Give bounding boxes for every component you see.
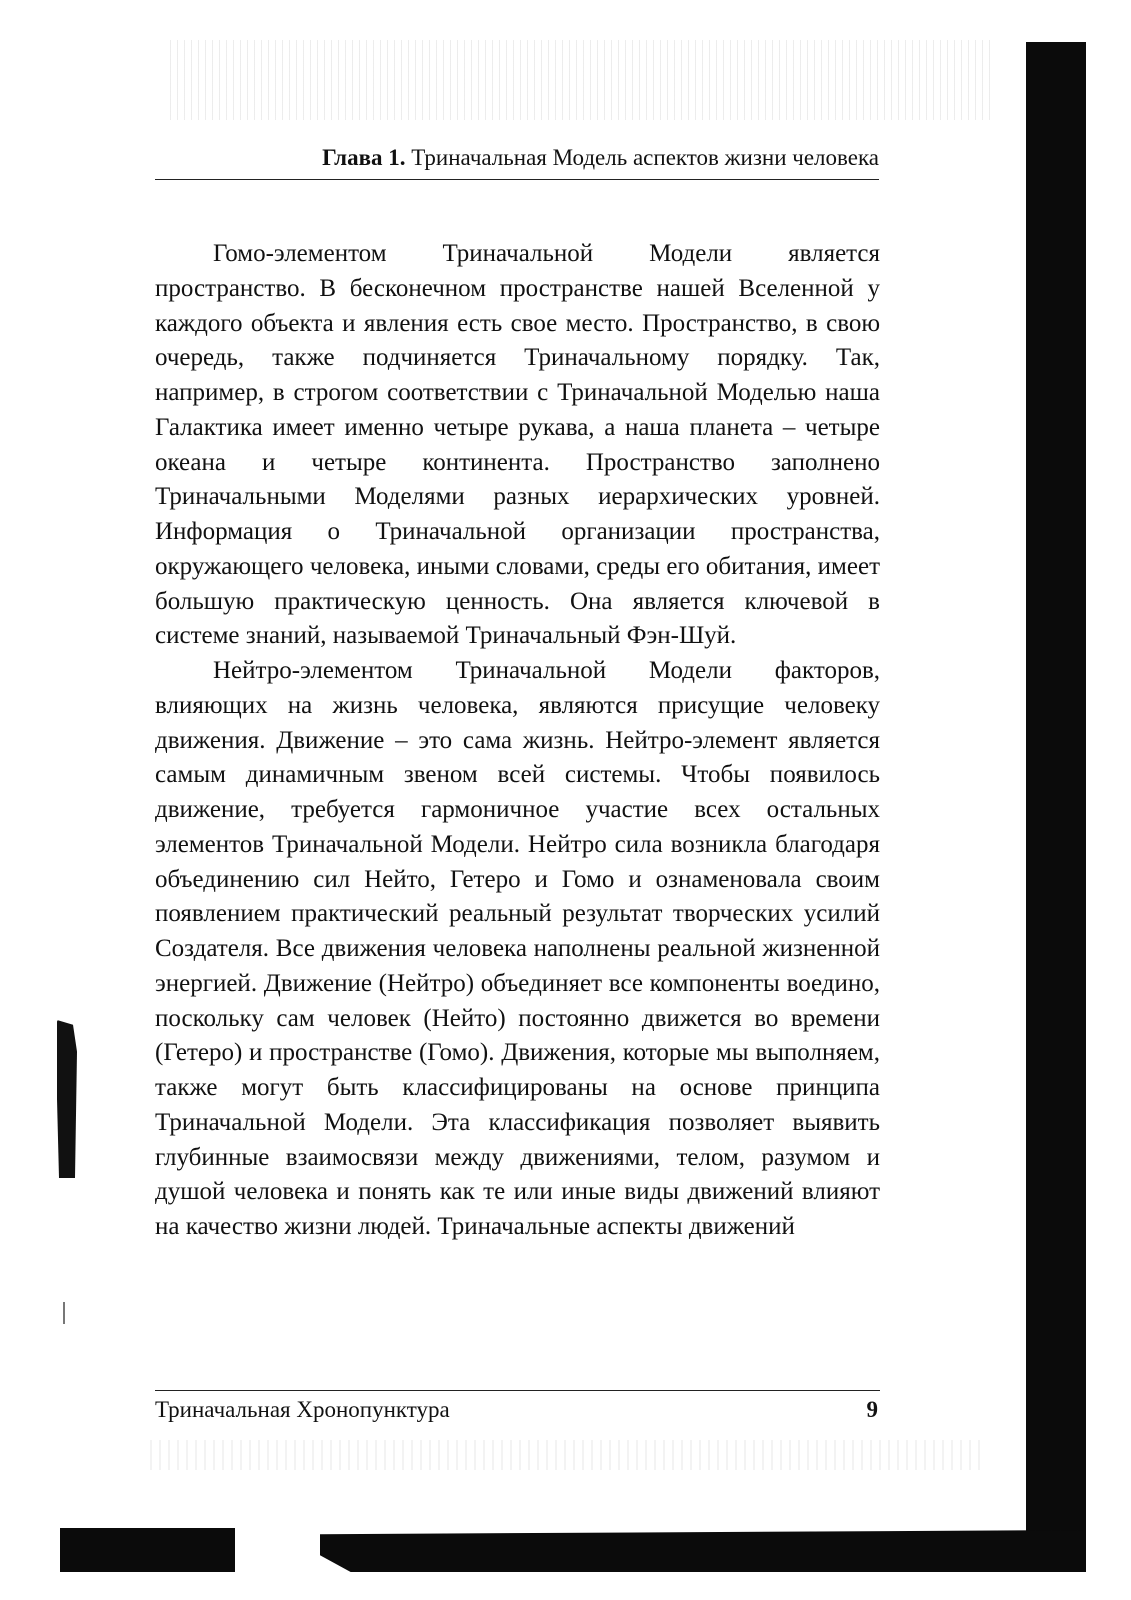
running-header bbox=[155, 143, 879, 180]
scan-noise-bottom bbox=[150, 1440, 980, 1470]
scan-noise-top bbox=[170, 40, 990, 120]
book-title: Триначальная Хронопунктура bbox=[155, 1397, 450, 1422]
paragraph: Нейтро-элементом Триначальной Модели факторов, влияющих на жизнь человека, являются присущие человеку движения. Движение – это сама жизнь. Нейтро-элемент является самым динамичным звеном всей системы. Чтобы появилось движение, требуется гармоничное участие всех остальных элементов Триначальной Модели. Нейтро сила возникла благодаря объединению сил Нейто, Гетеро и Гомо и ознаменовала своим появлением практический реальный результат творческих усилий Создателя. Все движения человека наполнены реальной жизненной энергией. Движение (Нейтро) объединяет все компоненты воедино, поскольку сам человек (Нейто) постоянно движется во времени (Гетеро) и пространстве (Гомо). Движения, которые мы выполняем, также могут быть классифицированы на основе принципа Триначальной Модели. Эта классификация позволяет выявить глубинные взаимосвязи между движениями, телом, разумом и душой человека и понять как те или иные виды движений влияют на качество жизни людей. Триначальные аспекты движений bbox=[155, 657, 880, 1240]
page-number: 9 bbox=[866, 1397, 878, 1422]
chapter-label: Глава 1. bbox=[322, 145, 406, 170]
scan-bottom-right-edge bbox=[320, 1530, 1086, 1572]
scan-bottom-left-edge bbox=[60, 1528, 235, 1572]
scan-left-tick bbox=[63, 1302, 65, 1324]
body-text bbox=[155, 237, 880, 1245]
scan-right-edge bbox=[1026, 42, 1086, 1542]
scan-left-mark bbox=[57, 1020, 77, 1178]
running-footer bbox=[155, 1390, 880, 1425]
paragraph: Гомо-элементом Триначальной Модели является пространство. В бесконечном пространстве нашей Вселенной у каждого объекта и явления есть свое место. Пространство, в свою очередь, также подчиняется Триначальному порядку. Так, например, в строгом соответствии с Триначальной Моделью наша Галактика имеет именно четыре рукава, а наша планета – четыре океана и четыре континента. Пространство заполнено Триначальными Моделями разных иерархических уровней. Информация о Триначальной организации пространства, окружающего человека, иными словами, среды его обитания, имеет большую практическую ценность. Она является ключевой в системе знаний, называемой Триначальный Фэн-Шуй. bbox=[155, 240, 880, 650]
chapter-title: Триначальная Модель аспектов жизни человека bbox=[411, 145, 879, 170]
